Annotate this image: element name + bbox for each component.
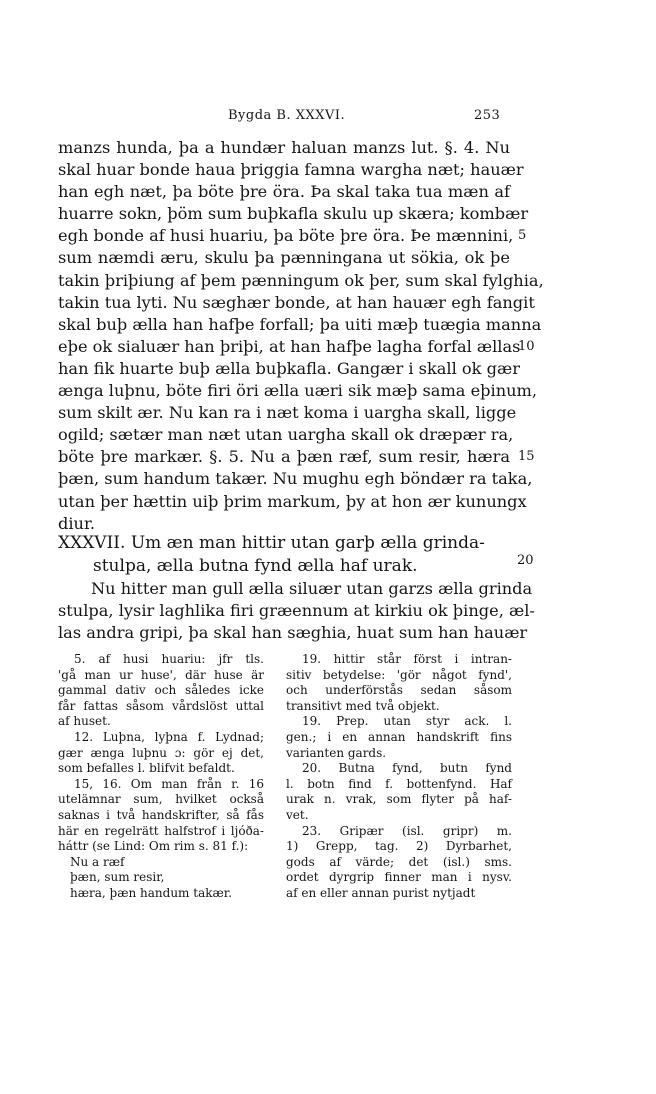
note-line: som befalles l. blifvit befaldt. [58,761,235,776]
note-line: l. botn find f. bottenfynd. Haf [286,776,512,791]
page-number: 253 [474,108,501,123]
note-line: 23. Gripær (isl. gripr) m. [302,823,512,838]
text-line: ogild; sætær man næt utan uargha skall ok dræpær ra, [58,425,514,445]
text-line: þæn, sum handum takær. Nu mughu egh böndær ra taka, [58,469,533,489]
note-line: 19. hittir står först i intran- [302,652,512,666]
text-line: sum skilt ær. Nu kan ra i næt koma i uargha skall, ligge [58,403,517,423]
section-heading-line: XXXVII. Um æn man hittir utan garþ ælla grinda- [58,533,485,553]
note-line: 15, 16. Om man från r. 16 [74,776,264,791]
text-line: han fik huarte buþ ælla buþkafla. Gangær i skall ok gær [58,358,520,378]
section-heading-line: stulpa, ælla butna fynd ælla haf urak. [93,556,418,576]
note-line: utelämnar sum, hvilket också [58,792,264,807]
verse-line: hæra, þæn handum takær. [70,885,233,900]
section-paragraph [58,578,535,644]
text-line: huarre sokn, þöm sum buþkafla skulu up skæra; kombær [58,204,529,224]
note-line: här en regelrätt halfstrof i ljóða- [58,823,264,838]
note-line: gods af värde; det (isl.) sms. [286,854,512,869]
note-line: 12. Luþna, lyþna f. Lydnad; [74,729,264,744]
line-number-5: 5 [518,228,527,244]
note-line: ordet dyrgrip finner man i nysv. [286,870,512,885]
footnotes-left-column [58,652,264,902]
text-line [58,225,527,247]
text-line: las andra gripi, þa skal han sæghia, huat sum han hauær [58,623,528,642]
note-line: urak n. vrak, som flyter på haf- [286,792,512,807]
note-line: gen.; i en annan handskrift fins [286,729,512,744]
note-line: 20. Butna fynd, butn fynd [302,761,512,776]
text-line: manzs hunda, þa a hundær haluan manzs lut. §. 4. Nu [58,138,510,157]
running-title: Bygda B. XXXVI. [228,108,346,123]
note-line: och underförstås sedan såsom [286,683,512,698]
note-line: 'gå man ur huse', där huse är [58,667,264,682]
line-number-20: 20 [517,553,534,568]
text-line: utan þer hættin uiþ þrim markum, þy at hon ær kunungx [58,491,527,511]
note-line: af huset. [58,714,111,729]
text-line: sum næmdi æru, skulu þa pænningana ut sökia, ok þe [58,248,510,268]
text-line: skal buþ ælla han hafþe forfall; þa uiti mæþ tuægia manna [58,314,542,334]
verse-line: Nu a ræf [70,854,125,869]
note-line: får fattas såsom vårdslöst uttal [58,698,264,713]
note-line: gær ænga luþnu ɔ: gör ej det, [58,745,264,760]
text-line: takin tua lyti. Nu sæghær bonde, at han hauær egh fangit [58,292,535,312]
text-line [58,446,535,468]
text-line-content: böte þre markær. §. 5. Nu a þæn ræf, sum resir, hæra [58,447,510,467]
text-line: ænga luþnu, böte firi öri ælla uæri sik mæþ sama eþinum, [58,381,538,401]
footnotes-right-column [286,652,512,902]
line-number-10: 10 [518,338,535,354]
text-line: diur. [58,513,96,533]
note-line: varianten gards. [286,745,387,760]
main-text-block [58,137,544,535]
text-line: takin þriþiung af þem pænningum ok þer, sum skal fylghia, [58,270,544,290]
text-line-content: egh bonde af husi huariu, þa böte þre öra. Þe mænnini, [58,226,514,246]
section-heading [58,532,534,578]
text-line [58,336,535,358]
note-line: 5. af husi huariu: jfr tls. [74,652,264,666]
note-line: af en eller annan purist nytjadt [286,885,476,900]
text-line: Nu hitter man gull ælla siluær utan garzs ælla grinda [91,579,533,598]
note-line: háttr (se Lind: Om rim s. 81 f.): [58,839,249,854]
text-line-content: eþe ok sialuær han þriþi, at han hafþe lagha forfal ællas [58,336,521,356]
text-line: skal huar bonde haua þriggia famna wargha næt; hauær [58,160,524,180]
note-line: saknas i två handskrifter, så fås [58,807,264,822]
note-line: 19. Prep. utan styr ack. l. [302,714,512,729]
note-line: vet. [286,807,309,822]
note-line: sitiv betydelse: 'gör något fynd', [286,667,512,682]
note-line: gammal dativ och således icke [58,683,264,698]
note-line: 1) Grepp, tag. 2) Dyrbarhet, [286,839,512,854]
text-line: stulpa, lysir laghlika firi græennum at kirkiu ok þinge, æl- [58,601,535,620]
verse-line: þæn, sum resir, [70,870,165,885]
note-line: transitivt med två objekt. [286,698,440,713]
line-number-15: 15 [518,449,535,465]
text-line: han egh næt, þa böte þre öra. Þa skal taka tua mæn af [58,182,510,202]
